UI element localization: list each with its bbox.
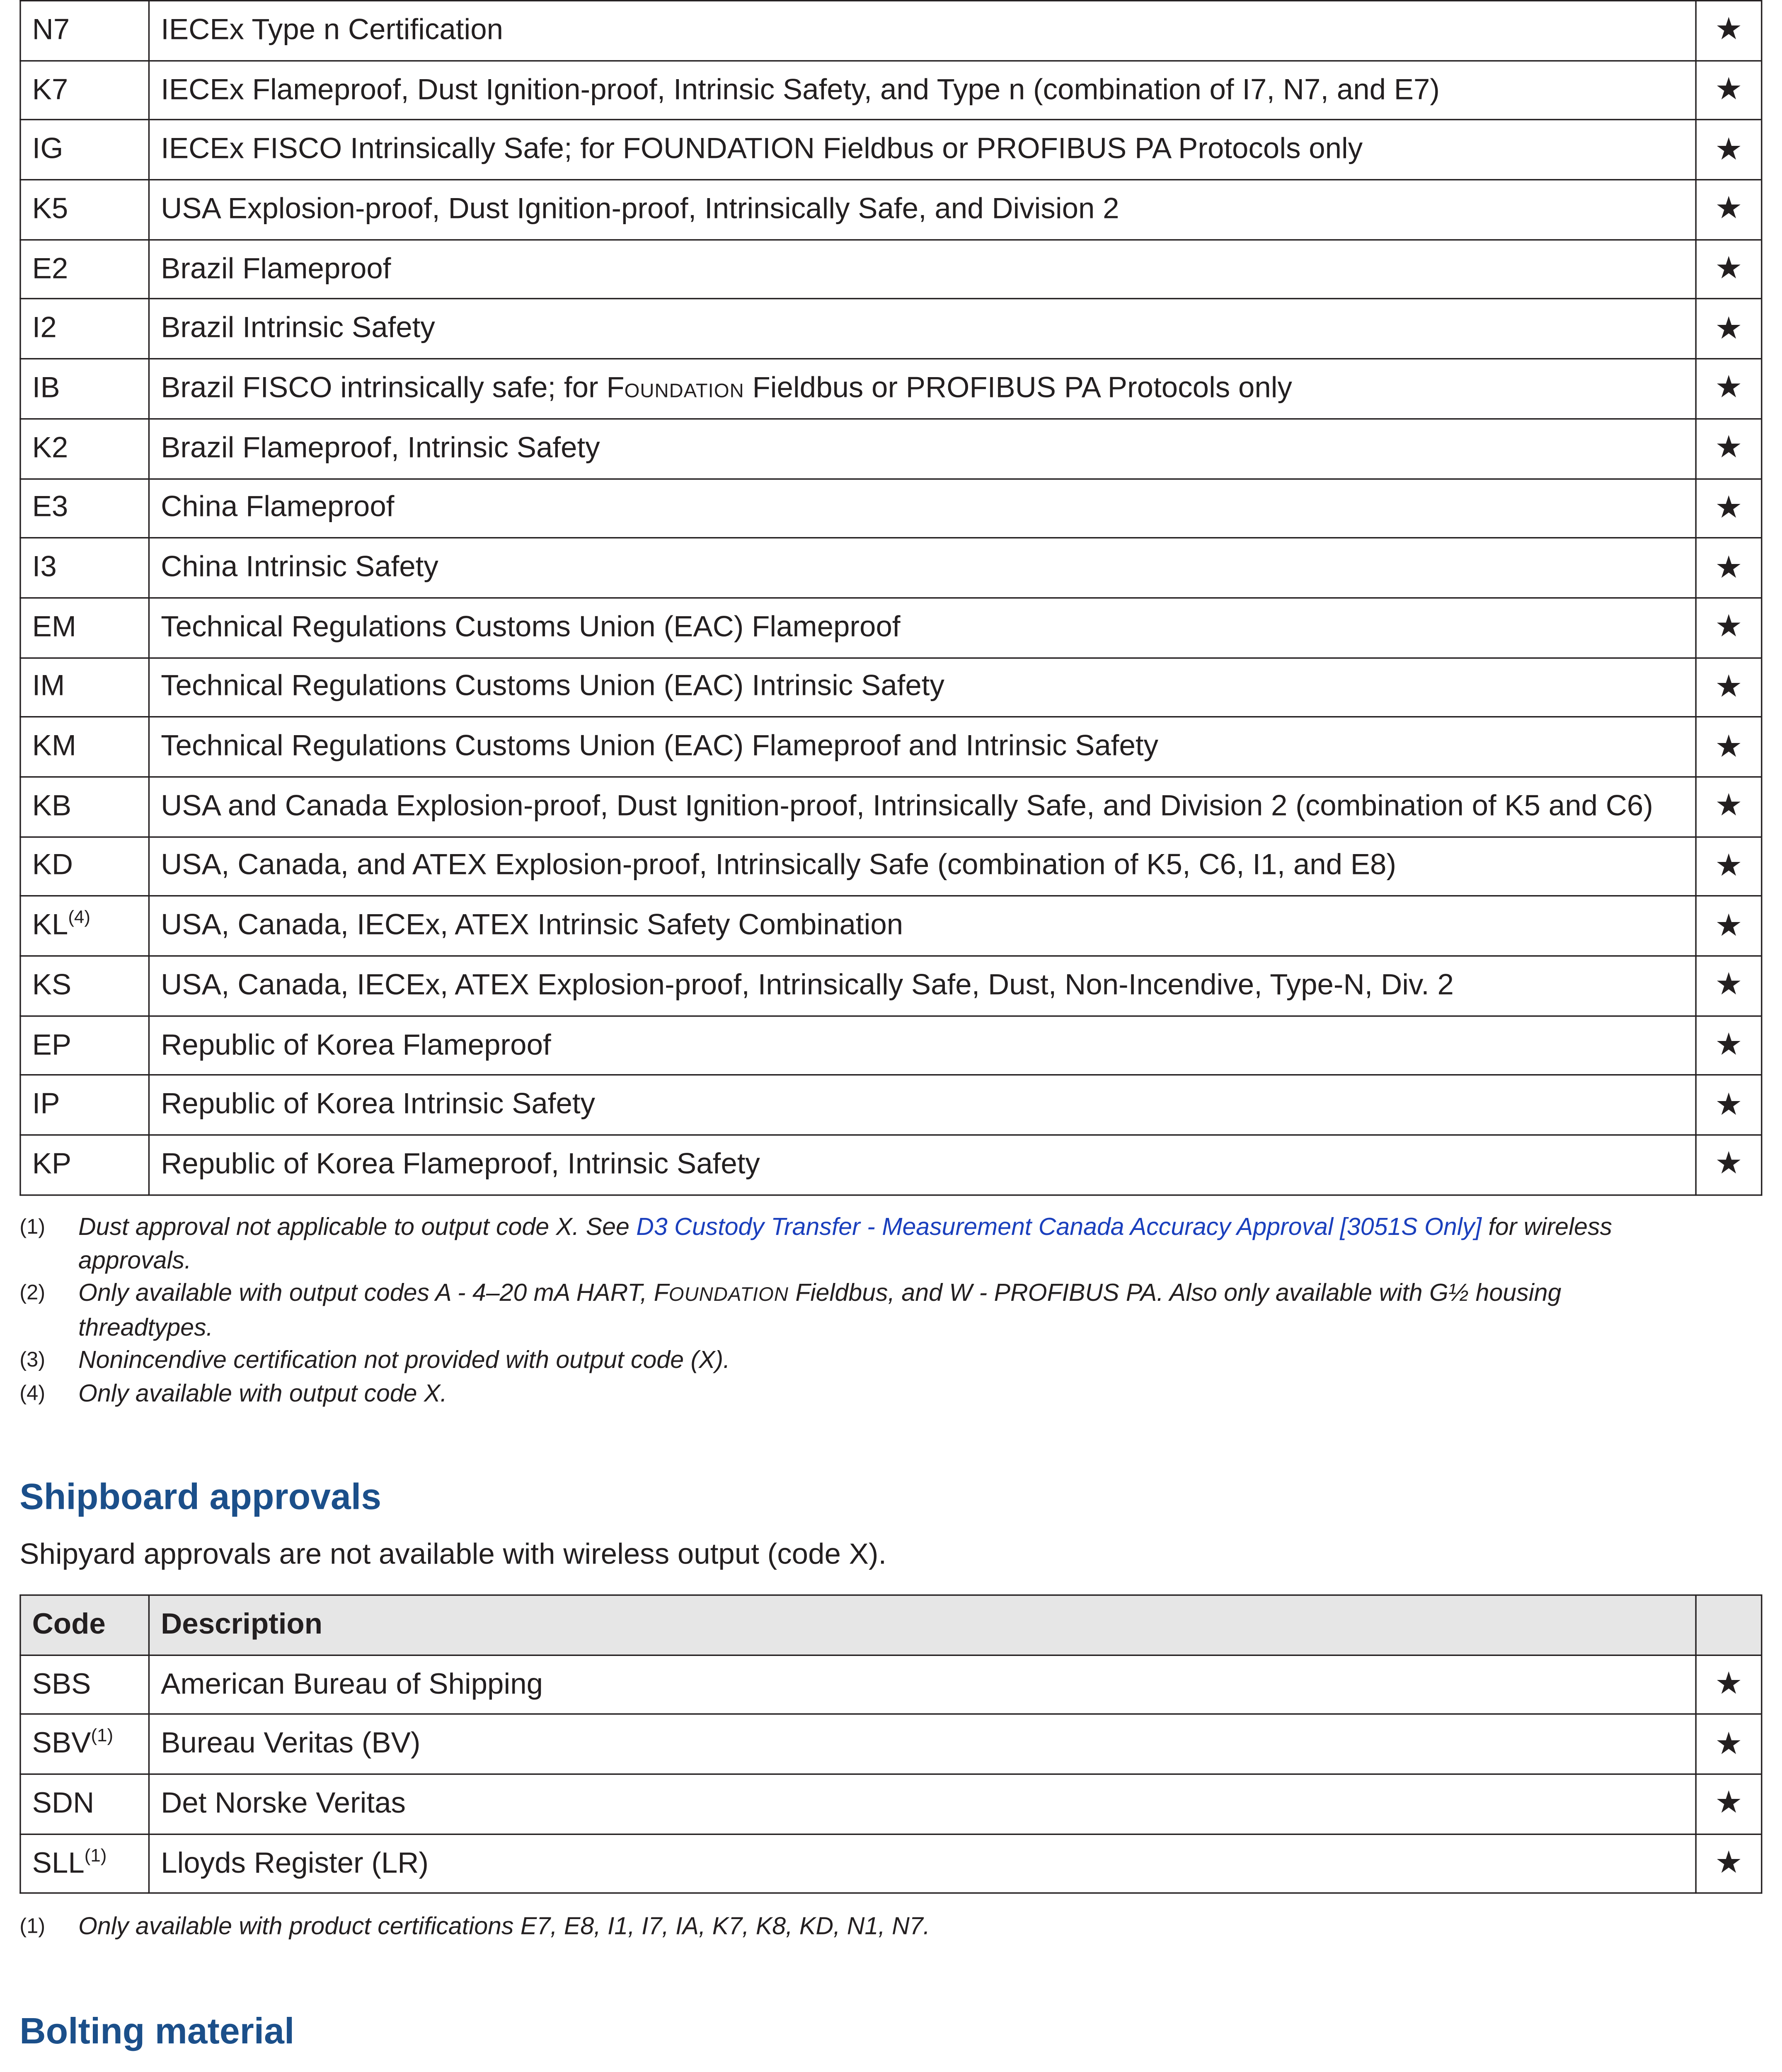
description-text: Fieldbus or PROFIBUS PA Protocols only [744, 372, 1292, 404]
small-caps-text: OUNDATION [668, 1282, 789, 1305]
footnote-text: Only available with output code X. [78, 1378, 447, 1406]
description-text: Brazil FISCO intrinsically safe; for F [161, 372, 625, 404]
code-cell: K7 [20, 61, 149, 120]
description-cell: Bureau Veritas (BV) [149, 1714, 1696, 1774]
star-icon: ★ [1696, 538, 1762, 598]
code-cell: N7 [20, 1, 149, 61]
star-icon: ★ [1696, 180, 1762, 240]
table-row [20, 657, 1762, 717]
code-cell: KP [20, 1135, 149, 1195]
footnote [19, 1344, 1684, 1377]
description-cell: Det Norske Veritas [149, 1774, 1696, 1834]
star-icon: ★ [1696, 1016, 1762, 1075]
description-cell: Technical Regulations Customs Union (EAC) Flameproof and Intrinsic Safety [149, 717, 1696, 777]
description-cell: USA, Canada, IECEx, ATEX Intrinsic Safety Combination [149, 896, 1696, 956]
description-cell: IECEx Flameproof, Dust Ignition-proof, Intrinsic Safety, and Type n (combination of I7, N7, and E7) [149, 61, 1696, 120]
code-cell: IM [20, 657, 149, 717]
description-cell: China Flameproof [149, 478, 1696, 538]
star-icon: ★ [1696, 1075, 1762, 1135]
footnote-ref: (4) [68, 906, 90, 928]
code-cell [20, 1714, 149, 1774]
code-cell: KS [20, 956, 149, 1016]
code-cell: EM [20, 598, 149, 657]
custody-transfer-link[interactable]: D3 Custody Transfer - Measurement Canada Accuracy Approval [3051S Only] [636, 1213, 1482, 1241]
footnote-number: (1) [19, 1215, 46, 1239]
small-caps-text: OUNDATION [624, 379, 744, 402]
star-icon: ★ [1696, 717, 1762, 777]
code-cell: K5 [20, 180, 149, 240]
description-cell: IECEx Type n Certification [149, 1, 1696, 61]
table-row [20, 956, 1762, 1016]
table-row [20, 1714, 1762, 1774]
code-cell: I2 [20, 299, 149, 359]
code-header: Code [20, 1595, 149, 1655]
description-cell: Republic of Korea Flameproof, Intrinsic Safety [149, 1135, 1696, 1195]
table-row [20, 1, 1762, 61]
code-cell: IG [20, 120, 149, 180]
code-cell: I3 [20, 538, 149, 598]
footnote-ref: (1) [84, 1844, 107, 1865]
code-cell [20, 896, 149, 956]
code-cell: SDN [20, 1774, 149, 1834]
footnote [19, 1910, 1684, 1943]
table-row [20, 1075, 1762, 1135]
blank-header [1696, 1595, 1762, 1655]
star-icon: ★ [1696, 61, 1762, 120]
footnote-text: Nonincendive certification not provided with output code (X). [78, 1345, 730, 1374]
star-icon: ★ [1696, 1, 1762, 61]
footnote-ref: (1) [91, 1725, 114, 1746]
table-row [20, 419, 1762, 478]
table-row [20, 359, 1762, 419]
footnote [19, 1211, 1684, 1277]
table-row [20, 1774, 1762, 1834]
star-icon: ★ [1696, 240, 1762, 299]
star-icon: ★ [1696, 896, 1762, 956]
description-cell: Republic of Korea Intrinsic Safety [149, 1075, 1696, 1135]
footnote-number: (2) [19, 1281, 46, 1305]
table-row [20, 717, 1762, 777]
table-row [20, 61, 1762, 120]
description-cell: USA Explosion-proof, Dust Ignition-proof, Intrinsically Safe, and Division 2 [149, 180, 1696, 240]
certification-footnotes [19, 1211, 1684, 1410]
star-icon: ★ [1696, 837, 1762, 896]
code-cell: IB [20, 359, 149, 419]
code-cell: K2 [20, 419, 149, 478]
footnote-text [78, 1277, 1684, 1344]
star-icon: ★ [1696, 1774, 1762, 1834]
code-text: SLL [32, 1847, 85, 1879]
star-icon: ★ [1696, 478, 1762, 538]
code-cell: KD [20, 837, 149, 896]
footnote [19, 1377, 1684, 1410]
bolting-heading: Bolting material [19, 2009, 295, 2052]
table-row [20, 120, 1762, 180]
footnote-number: (3) [19, 1348, 46, 1372]
star-icon: ★ [1696, 359, 1762, 419]
star-icon: ★ [1696, 1714, 1762, 1774]
code-cell: E2 [20, 240, 149, 299]
table-row [20, 299, 1762, 359]
description-cell: Lloyds Register (LR) [149, 1834, 1696, 1893]
footnote-text-part: Only available with output codes A - 4–20 mA HART, F [78, 1278, 669, 1307]
description-cell [149, 359, 1696, 419]
table-row [20, 1834, 1762, 1893]
star-icon: ★ [1696, 1655, 1762, 1714]
table-row [20, 478, 1762, 538]
star-icon: ★ [1696, 777, 1762, 837]
description-cell: IECEx FISCO Intrinsically Safe; for FOUNDATION Fieldbus or PROFIBUS PA Protocols only [149, 120, 1696, 180]
star-icon: ★ [1696, 419, 1762, 478]
table-row [20, 896, 1762, 956]
star-icon: ★ [1696, 120, 1762, 180]
table-header-row [20, 1595, 1762, 1655]
table-row [20, 1135, 1762, 1195]
certification-table [19, 0, 1762, 1196]
shipboard-footnotes [19, 1910, 1684, 1943]
description-cell: Republic of Korea Flameproof [149, 1016, 1696, 1075]
code-cell: IP [20, 1075, 149, 1135]
footnote [19, 1277, 1684, 1344]
table-row [20, 777, 1762, 837]
code-cell: EP [20, 1016, 149, 1075]
footnote-number: (1) [19, 1915, 46, 1939]
table-row [20, 837, 1762, 896]
footnote-text-part: Fieldbus, and W - PROFIBUS PA. Also only available with G½ housing threadtypes. [78, 1278, 1562, 1341]
footnote-number: (4) [19, 1381, 46, 1405]
code-text: SBV [32, 1727, 91, 1760]
table-row [20, 180, 1762, 240]
footnote-text: Only available with product certifications E7, E8, I1, I7, IA, K7, K8, KD, N1, N7. [78, 1912, 930, 1940]
table-row [20, 598, 1762, 657]
footnote-text-part: Dust approval not applicable to output code X. See [78, 1213, 637, 1241]
table-row [20, 538, 1762, 598]
code-cell [20, 1834, 149, 1893]
description-cell: Brazil Flameproof, Intrinsic Safety [149, 419, 1696, 478]
code-cell: KB [20, 777, 149, 837]
code-cell: KM [20, 717, 149, 777]
description-cell: USA, Canada, IECEx, ATEX Explosion-proof, Intrinsically Safe, Dust, Non-Incendive, Type-N, Div. 2 [149, 956, 1696, 1016]
code-text: KL [32, 909, 68, 942]
description-cell: American Bureau of Shipping [149, 1655, 1696, 1714]
description-cell: USA, Canada, and ATEX Explosion-proof, Intrinsically Safe (combination of K5, C6, I1, and E8) [149, 837, 1696, 896]
table-row [20, 1016, 1762, 1075]
footnote-text-part: for wireless approvals. [78, 1213, 1613, 1273]
code-cell: SBS [20, 1655, 149, 1714]
description-cell: Brazil Flameproof [149, 240, 1696, 299]
star-icon: ★ [1696, 1135, 1762, 1195]
description-cell: Brazil Intrinsic Safety [149, 299, 1696, 359]
description-cell: USA and Canada Explosion-proof, Dust Ignition-proof, Intrinsically Safe, and Division 2 (combination of K5 and C6) [149, 777, 1696, 837]
star-icon: ★ [1696, 1834, 1762, 1893]
description-header: Description [149, 1595, 1696, 1655]
description-cell: China Intrinsic Safety [149, 538, 1696, 598]
shipboard-intro: Shipyard approvals are not available with wireless output (code X). [19, 1538, 887, 1571]
star-icon: ★ [1696, 657, 1762, 717]
table-row [20, 240, 1762, 299]
star-icon: ★ [1696, 598, 1762, 657]
description-cell: Technical Regulations Customs Union (EAC) Flameproof [149, 598, 1696, 657]
shipboard-heading: Shipboard approvals [19, 1475, 382, 1518]
shipboard-table [19, 1595, 1762, 1895]
table-row [20, 1655, 1762, 1714]
description-cell: Technical Regulations Customs Union (EAC) Intrinsic Safety [149, 657, 1696, 717]
code-cell: E3 [20, 478, 149, 538]
star-icon: ★ [1696, 299, 1762, 359]
footnote-text [78, 1211, 1684, 1277]
star-icon: ★ [1696, 956, 1762, 1016]
